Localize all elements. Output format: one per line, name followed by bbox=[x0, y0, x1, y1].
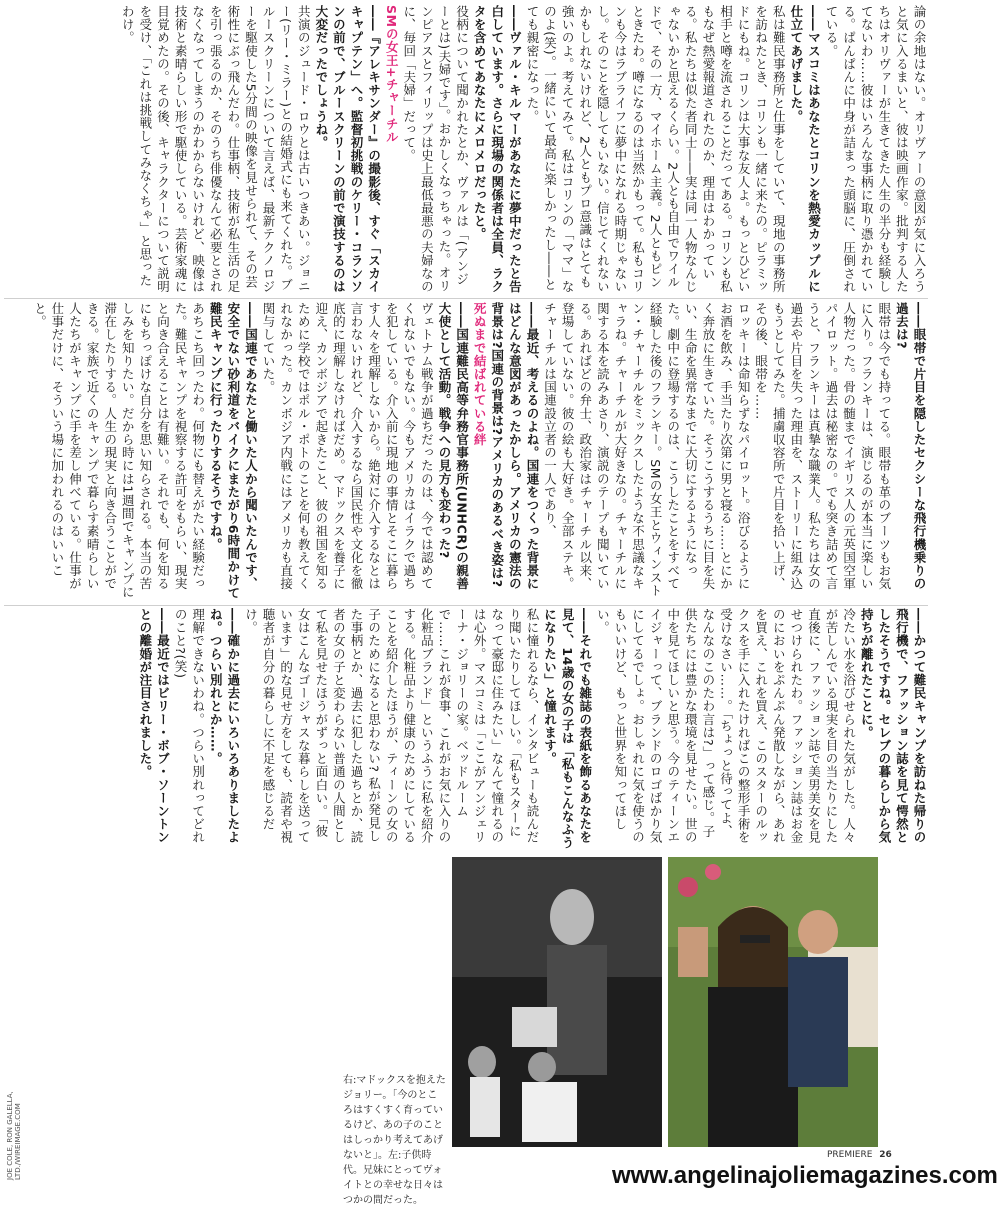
body-text: ヴェトナム戦争が過ちだったのは、今では認めてくれないでもない。今もアメリカはイラクで過ちを犯している。介入前に現地の事情とそこに暮らす人々を理解しないから。絶対に介入するなとは言わないけれど、介入するなら国民性や文化を徹底的に理解しなければだめ。マドックスを養子に迎え、カンボジアで起きたこと、彼の祖国を知るために学校ではポル・ポトのことを何も教えてくれなかった。カンボジア内戦にはアメリカも直接関与していた。 bbox=[261, 302, 435, 591]
body-text: 私に憧れるなら、インタビューも読んだり聞いたりしてほしい。「私もスターになって豪邸に住みたい」なんて憧れるのは心外。マスコミは「ここがアンジェリーナ・ジョリーの家。ベッドルームで……これが食事、これがお気に入りの化粧品ブランド」というふうに私を紹介する。化粧品より健康のためにしていることを紹介したほうが、ティーンの女の子のためになると思わない? 私が発見した事柄とか、過去に犯した過ちとか、読者の女の子と変わらない普通の人間として私を見せたほうがずっと面白い。「彼女はこんなゴージャスな暮らしを送っています」的な見せ方をしても、読者や視聴者が自分の暮らしに不足を感じるだけ。 bbox=[243, 608, 540, 844]
photo-caption: 右:マドックスを抱えたジョリー。「今のところはすくすく育っているけど、あの子のことはしっかり考えてあげないと」。左:子供時代。兄妹にとってヴォイトとの幸せな日々はつかの間だった。 bbox=[343, 1075, 446, 1206]
body-text: 眼帯は今でも持ってる。眼帯も革のブーツもお気に入り。フランキーは、演じるのが本当に楽しい人物だった。骨の髄までイギリス人の元英国空軍パイロット。過去は秘密なの。でも突き詰めて言うと、フランキーは真摯な職業人。私たちは女の過去や片目を失った理由を、ストーリーに組み込もうとしてみた。捕虜収容所で片目を拾い上げ、その後、眼帯を…… bbox=[753, 302, 892, 591]
section-heading: SMの女王+チャーチル bbox=[384, 5, 400, 144]
body-text: 論の余地はない。オリヴァーの意図が気に入ろうと気に入るまいと、彼は映画作家。批判する人たちはオリヴァーが生きてきた人生の半分も経験してないわ……彼はいろんな事柄に取り憑かれている。ぱんぱんに中身が詰まった頭脳に、圧倒されている。 bbox=[824, 5, 927, 294]
text-column-block-3 bbox=[137, 608, 928, 850]
question-text: ――確かに過去にいろいろありましたよね。つらい別れとか……。 bbox=[208, 608, 241, 844]
photo-left bbox=[452, 857, 662, 1147]
question-text: ――かつて難民キャンプを訪ねた帰りの飛行機で、ファッション誌を見て愕然としたそうですね。セレブの暮らしから気持ちが離れたことに。 bbox=[859, 608, 927, 844]
body-text: 役柄について聞かれたとか、ヴァルは「(アンジーとは)夫婦です」。おかしくなっちゃった。オリンピアスとフィリップは史上最低最悪の夫婦なのに、毎回「夫婦」だって。 bbox=[401, 5, 470, 294]
body-text: あちこち回ったわ。何物にも替えがたい経験だった。難民キャンプを視察する許可をもらい、現実と向き合えることは有難い。それでも、何を知るにもちっぽけな自分を思い知らされる。本当の苦しみを知りたい。だから時には1週間でキャンプに滞在したりする。人生の現実と向き合うことができる。家族で近くのキャンプで暮らす素晴らしい人たちがキャンプに手を差し伸べている。仕事が仕事だけに、そういう場に加われるのはいいこと。 bbox=[32, 302, 206, 599]
text-column-block-1 bbox=[4, 5, 928, 295]
question-text: ――最近ではビリー・ボブ・ソーントンとの離婚が注目されました。 bbox=[137, 608, 171, 844]
question-text: ――『アレキサンダー』の撮影後、すぐ「スカイキャプテン」へ。監督初挑戦のケリー・コランソンの前で、ブルースクリーンの前で演技するのは大変だったでしょうね。 bbox=[313, 5, 382, 294]
section-heading: 死ぬまで結ばれている絆 bbox=[472, 302, 488, 447]
magazine-name bbox=[827, 1150, 892, 1160]
body-text: 私は難民事務所と仕事をしていて、現地の事務所を訪ねたとき、コリンも一緒に来たの。ピラミッドにもね。コリンは大事な友人よ。もっとひどい相手と噂を流されることだってある。コリンも私もなぜ熱愛報道されたのか、理由はわかっている。私たちは似た者同士――実は同一人物なんじゃないかと思えるくらい。2人とも自由でワイルドで、その一方、マイホーム主義。2人ともピンときたわ。噂になるのは当然かもって。私もコリンも今はラブライフに夢中になれる時期じゃないし。そのことを隠してもいない。信じてくれないかもしれないけれど、2人ともプロ意識はとても強いのよ。考えてみて。私はコリンの「ママ」なのよ(笑)。一緒にいて最高に楽しかったし――とても親密になった。 bbox=[524, 5, 787, 294]
question-text: ――国連であなたと働いた人から聞いたんです、安全でない砂利道をバイクにまたがり6時間かけて難民キャンプに行ったりするそうですね。 bbox=[208, 302, 259, 600]
body-text: ロッキーは命知らずなパイロット。浴びるようにお酒を飲み、手当たり次第に男と寝る……とにかく奔放に生きていた。そうこうするうちに目を失い、生命を異常なまでに大切にするようになった。劇中に登場するのは、こうしたことをすべて経験した後のフランキー。SMの女王とウィンストン・チャーチルをミックスしたような不思議なキャラね。チャーチルが大好きなの。チャーチルに関する本を読みあさり、演説のテープも聞いている。あればどの弁士、政治家はチャーチル以来、登場していない。彼の絵も大好き。全部ステキ。チャーチルは国連設立者の一人であり、 bbox=[542, 302, 752, 598]
question-text: ――最近、考えるのよね。国連をつくった背景にはどんな意図があったかしら。アメリカの憲法の背景は?国連の背景は?アメリカのあるべき姿は? bbox=[489, 302, 540, 591]
page-number: 26 bbox=[879, 1150, 892, 1160]
photo-right-image bbox=[668, 857, 878, 1147]
body-text: 共演のジュード・ロウとは古いつきあい。ジョニー(リー・ミラー)との結婚式にも来てくれた。ブルースクリーンについて言えば、最新テクノロジーを駆使した5分間の映像を見せられて、その芸術性にぶっ飛んだわ。仕事柄、技術が私生活の足を引っ張るのか、そのうち俳優なんて必要とされなくなってしまうのかわからないけれど、映像は技術と素晴らしい形で駆使している。芸術家魂に目覚めたの。その後、キャラクターについて説明を受け、「これは挑戦してみなくちゃ」と思ったわけ。 bbox=[120, 5, 312, 294]
question-text: ――マスコミはあなたとコリンを熱愛カップルに仕立てあげました。 bbox=[788, 5, 822, 294]
magazine-title: PREMIERE bbox=[827, 1150, 873, 1160]
question-text: ――国連難民高等弁務官事務所(UNHCR)の親善大使として活動。戦争への見方も変わった? bbox=[436, 302, 470, 591]
photo-credit: JOE COLE, RON GALELLA, LTD./WIREIMAGE.COM bbox=[6, 1091, 22, 1180]
text-column-block-2 bbox=[4, 302, 928, 602]
body-text: 理解できないわね。つらい別れってどれのこと?(笑) bbox=[173, 608, 206, 844]
question-text: ――それでも雑誌の表紙を飾るあなたを見て、14歳の女の子は「私もこんなふうになりたい」と憧れます。 bbox=[542, 608, 593, 850]
column-divider bbox=[4, 298, 928, 299]
column-divider bbox=[4, 605, 928, 606]
question-text: ――眼帯で片目を隠したセクシーな飛行機乗りの過去は? bbox=[894, 302, 927, 591]
photo-right bbox=[668, 857, 878, 1147]
photo-left-image bbox=[452, 857, 662, 1147]
body-text: 冷たい水を浴びせられた気がした。人々が苦しんでいる現実を目の当たりにした直後に、ファッション誌で美男美女を見せつけられたわ。ファッション誌はお金のにおいをぷんぷん発散しながら、あれを買え、これを買え、このスターのルックスを手に入れたければこの整形手術を受けなさい……。「ちょっと待ってよ、なんなのこのたわ言は?」って感じ。子供たちには豊かな環境を見せたい。世の中を見てほしいと思う。今のティーンエイジャーって、ブランドのロゴばかり気にしてるでしょ。おしゃれに気を使うのもいいけど、もっと世界を知ってほしい。 bbox=[595, 608, 857, 844]
website-url[interactable]: www.angelinajoliemagazines.com bbox=[612, 1162, 998, 1189]
question-text: ――ヴァル・キルマーがあなたに夢中だったと告白しています。さらに現場の関係者は全員、ラクタを含めてあなたにメロメロだったと。 bbox=[472, 5, 523, 294]
